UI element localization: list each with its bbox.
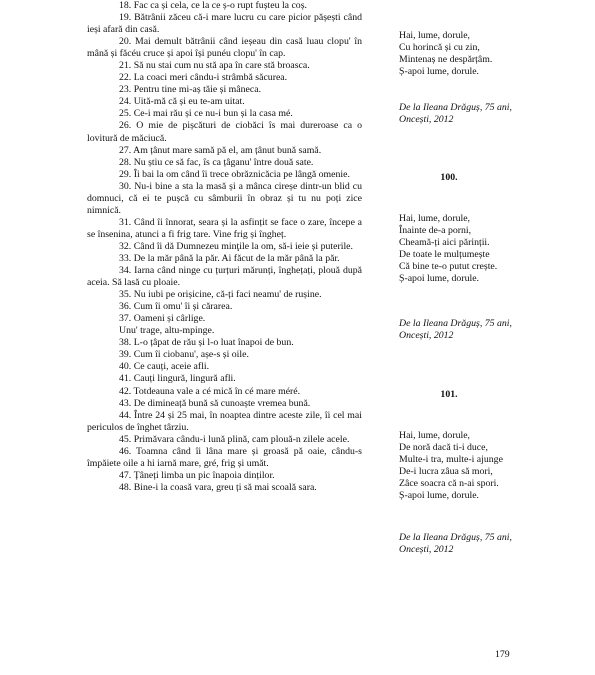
proverb-item: 23. Pentru tine mi-aș tăie și mâneca. xyxy=(119,84,262,96)
attribution-line: Oncești, 2012 xyxy=(399,330,454,342)
song-line: De toate le mulțumește xyxy=(399,249,490,261)
proverb-item: 39. Cum îi ciobanu', așe-s și oile. xyxy=(119,349,249,361)
attribution-line: De la Ileana Drăguș, 75 ani, xyxy=(399,532,512,543)
proverb-item: 31. Când îi înnorat, seara și la asfințit se face o zare, începe a se însenina, atunci a fi frig tare. Vine frig și îngheț. xyxy=(87,216,362,240)
proverb-item: 22. La coaci meri cându-i strâmbă săcurea. xyxy=(119,72,288,84)
proverb-item: 20. Mai demult bătrânii când ieșeau din casă luau clopu' în mână și făcéu cruce și apoi își punéu clopu' în cap. xyxy=(87,36,362,60)
proverb-item: 46. Toamna când îi lâna mare și groasă pă oaie, cându-s împăiete oile a hi iarnă mare, gré, frig și umăt. xyxy=(87,445,362,469)
proverb-item: 40. Ce cauți, aceie afli. xyxy=(119,361,210,373)
song-line: Ș-apoi lume, dorule. xyxy=(399,490,479,502)
song-line: Că bine te-o putut crește. xyxy=(399,261,498,273)
proverb-item: 35. Nu iubi pe orișicine, că-ți faci neamu' de rușine. xyxy=(119,289,322,301)
song-line: Înainte de-a porni, xyxy=(399,225,472,237)
song-line: Cu horincă și cu zin, xyxy=(399,42,480,54)
song-line: Mintenaș ne despărțâm. xyxy=(399,54,493,66)
proverb-item: 41. Cauți lingură, lingură afli. xyxy=(119,373,236,385)
attribution-line: Oncești, 2012 xyxy=(399,114,454,126)
proverb-item: 25. Ce-i mai rău și ce nu-i bun și la casa mé. xyxy=(119,108,293,120)
proverb-item: 27. Am țânut mare samă pă el, am țânut bună samă. xyxy=(119,144,322,156)
song-line: Ș-apoi lume, dorule. xyxy=(399,273,479,285)
proverb-item: 18. Fac ca și cela, ce la ce ș-o rupt fușteu la coș. xyxy=(119,0,307,11)
song-line: De noră dacă ti-i duce, xyxy=(399,442,488,454)
proverb-item: 30. Nu-i bine a sta la masă și a mânca cireșe dintr-un blid cu domnuci, că ei te pușcă cu sâmburii în obraz și tu nu poți zice nimnică. xyxy=(87,180,362,216)
song-number: 100. xyxy=(440,172,458,183)
proverb-item: 29. Îi bai la om când îi trece obrăznicăcia pe lângă omenie. xyxy=(119,168,350,180)
song-line: Ș-apoi lume, dorule. xyxy=(399,66,479,78)
song-line: Zâce soacra că n-ai spori. xyxy=(399,478,499,490)
proverb-item: 37. Oameni și cârlige. xyxy=(119,313,206,325)
proverb-item: 33. De la măr până la păr. Ai făcut de la măr până la păr. xyxy=(119,252,340,264)
song-line: Hai, lume, dorule, xyxy=(399,30,471,41)
attribution-line: De la Ileana Drăguș, 75 ani, xyxy=(399,318,512,329)
proverb-item: 19. Bătrânii zăceu că-i mare lucru cu care picior pășești când ieși afară din casă. xyxy=(87,12,362,36)
proverb-item: 45. Primăvara cându-i lună plină, cam plouă-n zilele acele. xyxy=(119,433,350,445)
proverb-item: 26. O mie de pișcături de ciobăci îs mai dureroase ca o lovitură de măciucă. xyxy=(87,120,362,144)
song-attribution xyxy=(399,102,589,126)
proverb-item: 36. Cum îi omu' îi și cărarea. xyxy=(119,301,233,313)
proverb-list xyxy=(87,0,362,494)
song-attribution xyxy=(399,532,589,556)
song-attribution xyxy=(399,318,589,342)
proverb-item: 38. L-o țâpat de rău și l-o luat înapoi de bun. xyxy=(119,337,294,349)
proverb-item: 48. Bine-i la coasă vara, greu ți să mai scoală sara. xyxy=(119,481,317,493)
proverb-item: 24. Uită-mă că și eu te-am uitat. xyxy=(119,96,245,108)
attribution-line: De la Ileana Drăguș, 75 ani, xyxy=(399,102,512,113)
attribution-line: Oncești, 2012 xyxy=(399,544,454,556)
proverb-item: 28. Nu știu ce să fac, îs ca țâganu' între două sate. xyxy=(119,156,314,168)
song-line: De-i lucra zâua să mori, xyxy=(399,466,493,478)
proverb-item: 34. Iarna când ninge cu țurțuri mărunți, înghețați, plouă după aceia. Să lasă cu ploaie. xyxy=(87,265,362,289)
proverb-item: 21. Să nu stai cum nu stă apa în care stă broasca. xyxy=(119,60,310,72)
proverb-item: 47. Țâneți limba un pic înapoia dinților. xyxy=(119,469,275,481)
song-line: Multe-i tra, multe-i ajunge xyxy=(399,454,503,466)
song-line: Hai, lume, dorule, xyxy=(399,213,471,224)
song-line: Hai, lume, dorule, xyxy=(399,430,471,441)
proverb-item: 42. Totdeauna vale a cé mică în cé mare méré. xyxy=(119,385,301,397)
song-number: 101. xyxy=(440,389,458,400)
song-lyrics xyxy=(399,430,589,503)
song-lyrics xyxy=(399,213,589,286)
proverb-item: 44. Între 24 și 25 mai, în noaptea dintre aceste zile, îi cel mai periculos de înghet târziu. xyxy=(87,409,362,433)
page-number: 179 xyxy=(495,649,510,660)
proverb-item: 43. De dimineață bună să cunoaște vremea bună. xyxy=(119,397,311,409)
proverb-item: 32. Când îi dă Dumnezeu minţile la om, să-i ieie și puterile. xyxy=(119,240,353,252)
song-line: Cheamă-ți aici părinții. xyxy=(399,237,490,249)
song-lyrics xyxy=(399,30,589,78)
proverb-item: Unu' trage, altu-mpinge. xyxy=(119,325,215,337)
